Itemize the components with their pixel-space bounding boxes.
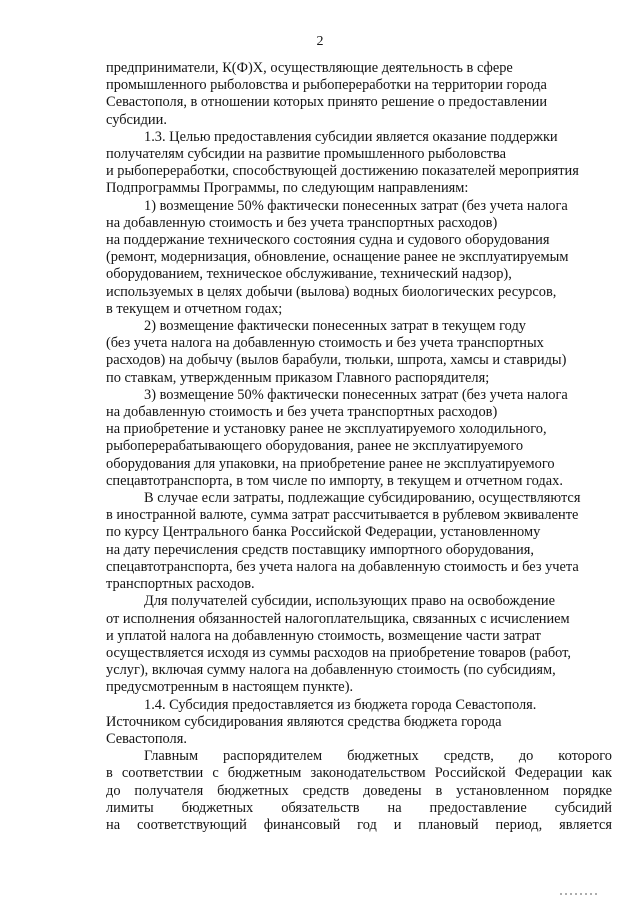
text-line: оборудованием, техническое обслуживание, технический надзор), (106, 266, 512, 283)
text-line: услуг), включая сумму налога на добавленную стоимость (по субсидиям, (106, 662, 556, 679)
text-line: оборудования для упаковки, на приобретение ранее не эксплуатируемого (106, 455, 555, 472)
text-line: от исполнения обязанностей налогоплательщика, связанных с исчислением (106, 610, 570, 627)
text-line: 2) возмещение фактически понесенных затрат в текущем году (144, 318, 526, 335)
text-line: Источником субсидирования являются средства бюджета города (106, 713, 502, 730)
paragraph-entrepreneurs (106, 60, 612, 129)
text-line: лимиты бюджетных обязательств на предоставление субсидий (106, 799, 612, 816)
text-line: спецавтотранспорта, в том числе по импорту, в текущем и отчетном годах. (106, 472, 563, 489)
text-line: получателям субсидии на развитие промышленного рыболовства (106, 146, 506, 163)
text-line: 1.3. Целью предоставления субсидии является оказание поддержки (144, 128, 558, 145)
scan-artifact (560, 893, 600, 895)
paragraph-vat-exemption (106, 593, 612, 696)
text-line: 1.4. Субсидия предоставляется из бюджета города Севастополя. (144, 696, 537, 713)
text-line: субсидии. (106, 111, 167, 128)
text-line: Севастополя, в отношении которых принято решение о предоставлении (106, 94, 548, 111)
text-line: спецавтотранспорта, без учета налога на добавленную стоимость и без учета (106, 558, 579, 575)
text-line: 1) возмещение 50% фактически понесенных затрат (без учета налога (144, 197, 568, 214)
text-line: Подпрограммы Программы, по следующим направлениям: (106, 180, 469, 197)
paragraph-1-3-purpose (106, 129, 612, 198)
text-line: промышленного рыболовства и рыбопереработки на территории города (106, 77, 547, 94)
text-line: в текущем и отчетном годах; (106, 300, 283, 317)
text-line: в иностранной валюте, сумма затрат рассчитывается в рублевом эквиваленте (106, 507, 579, 524)
paragraph-item-3 (106, 387, 612, 490)
text-line: по курсу Центрального банка Российской Федерации, установленному (106, 524, 541, 541)
text-line: Севастополя. (106, 730, 187, 747)
text-line: по ставкам, утвержденным приказом Главного распорядителя; (106, 369, 490, 386)
paragraph-item-2 (106, 318, 612, 387)
text-line: используемых в целях добычи (вылова) водных биологических ресурсов, (106, 283, 557, 300)
text-line: Для получателей субсидии, использующих право на освобождение (144, 593, 555, 610)
text-line: осуществляется исходя из суммы расходов на приобретение товаров (работ, (106, 644, 571, 661)
paragraph-foreign-currency (106, 490, 612, 593)
text-line: на поддержание технического состояния судна и судового оборудования (106, 232, 550, 249)
text-line: в соответствии с бюджетным законодательством Российской Федерации как (106, 765, 612, 782)
paragraph-item-1 (106, 198, 612, 318)
text-line: В случае если затраты, подлежащие субсидированию, осуществляются (144, 490, 581, 507)
text-line: транспортных расходов. (106, 576, 255, 593)
text-line: на приобретение и установку ранее не эксплуатируемого холодильного, (106, 421, 547, 438)
text-line: 3) возмещение 50% фактически понесенных затрат (без учета налога (144, 386, 568, 403)
text-line: до получателя бюджетных средств доведены в установленном порядке (106, 782, 612, 799)
text-line: (ремонт, модернизация, обновление, оснащение ранее не эксплуатируемым (106, 249, 569, 266)
text-line: рыбоперерабатывающего оборудования, ранее не эксплуатируемого (106, 438, 524, 455)
page-number: 2 (316, 34, 324, 49)
text-line: на дату перечисления средств поставщику импортного оборудования, (106, 541, 534, 558)
text-line: на добавленную стоимость и без учета транспортных расходов) (106, 214, 498, 231)
text-line: Главным распорядителем бюджетных средств, до которого (144, 748, 612, 765)
text-line: (без учета налога на добавленную стоимость и без учета транспортных (106, 335, 544, 352)
text-line: предусмотренным в настоящем пункте). (106, 679, 354, 696)
paragraph-1-4-budget-source (106, 697, 612, 749)
text-line: и рыбопереработки, способствующей достижению показателей мероприятия (106, 163, 579, 180)
text-line: на добавленную стоимость и без учета транспортных расходов) (106, 404, 498, 421)
text-line: предприниматели, К(Ф)Х, осуществляющие деятельность в сфере (106, 60, 513, 76)
text-line: и уплатой налога на добавленную стоимость, возмещение части затрат (106, 627, 541, 644)
text-line: расходов) на добычу (вылов барабули, тюльки, шпрота, хамсы и ставриды) (106, 352, 567, 369)
document-body (106, 60, 612, 834)
text-line: на соответствующий финансовый год и плановый период, является (106, 816, 612, 833)
paragraph-chief-administrator (106, 748, 612, 834)
